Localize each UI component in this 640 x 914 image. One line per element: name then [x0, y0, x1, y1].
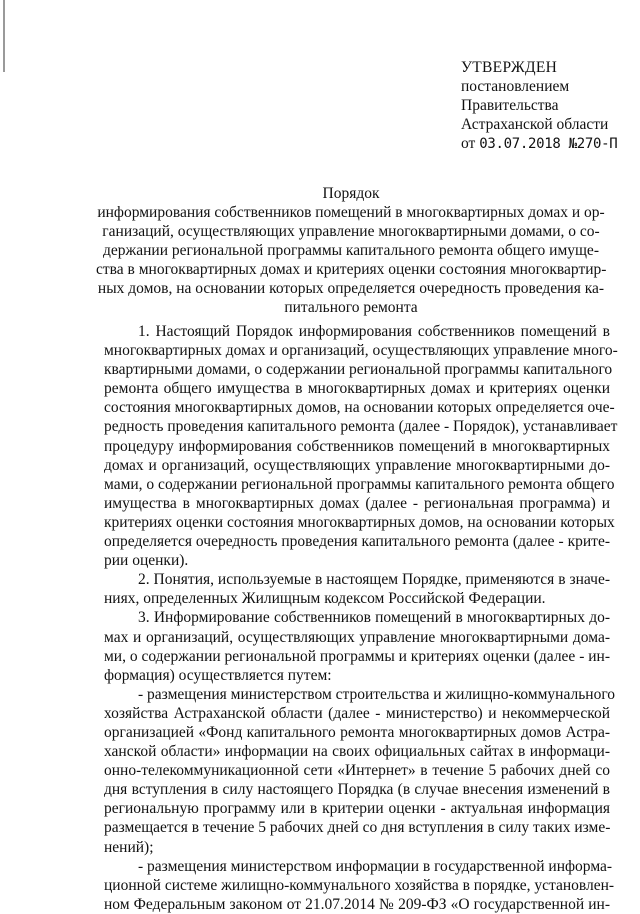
- text-line: ционной системе жилищно-коммунального хозяйства в порядке, установлен-: [104, 876, 615, 894]
- text-line: организацией «Фонд капитального ремонта многоквартирных домов Астра-: [104, 723, 610, 741]
- text-line: 3. Информирование собственников помещений в многоквартирных до-: [138, 609, 610, 627]
- text-line: ремонта общего имущества в многоквартирных домах и критериях оценки: [104, 380, 610, 398]
- text-line: ми, о содержании региональной программы и критериях оценки (далее - ин-: [104, 647, 610, 665]
- text-line: имущества в многоквартирных домах (далее - региональная программа) и: [104, 494, 610, 512]
- text-line: рии оценки).: [104, 552, 189, 570]
- paragraph-4: [104, 685, 616, 857]
- title-line: ных домов, на основании которых определяется очередность проведения ка-: [97, 280, 605, 297]
- text-line: онно-телекоммуникационной сети «Интернет» в течение 5 рабочих дней со: [104, 762, 610, 780]
- text-line: региональную программу или в критерии оценки - актуальная информация: [104, 800, 610, 818]
- document-body: [104, 322, 618, 914]
- text-line: 2. Понятия, используемые в настоящем Порядке, применяются в значе-: [138, 571, 610, 589]
- text-line: домах и организаций, осуществляющих управление многоквартирными до-: [104, 456, 610, 474]
- text-line: многоквартирных домах и организаций, осуществляющих управление много-: [104, 342, 618, 360]
- document-title: [96, 184, 606, 317]
- paragraph-1: [104, 322, 618, 570]
- approval-date-number: [461, 134, 617, 154]
- document-heading: Порядок: [322, 185, 380, 202]
- text-line: критериях оценки состояния многоквартирных домов, на основании которых: [104, 513, 615, 531]
- text-line: определяется очередность проведения капитального ремонта (далее - крите-: [104, 533, 610, 551]
- text-line: размещается в течение 5 рабочих дней со дня вступления в силу таких изме-: [104, 819, 611, 837]
- text-line: хозяйства Астраханской области (далее - министерство) и некоммерческой: [104, 704, 610, 722]
- scan-edge-mark: [3, 0, 5, 72]
- text-line: процедуру информирования собственников помещений в многоквартирных: [104, 437, 610, 455]
- approval-resolution-label: постановлением: [461, 78, 570, 95]
- text-line: нений);: [104, 838, 154, 856]
- title-line: ганизаций, осуществляющих управление многоквартирными домами, о со-: [102, 223, 600, 240]
- text-line: дня вступления в силу настоящего Порядка (в случае внесения изменений в: [104, 781, 610, 799]
- approval-date-typed: 03.07.2018 №270-П: [479, 136, 618, 152]
- text-line: мами, о содержании региональной программы капитального ремонта общего: [104, 475, 615, 493]
- text-line: квартирными домами, о содержании региональной программы капитального: [104, 361, 613, 379]
- title-line: питального ремонта: [284, 299, 418, 316]
- approval-date-prefix: от: [461, 135, 480, 152]
- approval-stamp: [461, 58, 617, 154]
- paragraph-2: [104, 570, 610, 608]
- text-line: ханской области» информации на своих официальных сайтах в информаци-: [104, 743, 610, 761]
- text-line: - размещения министерством строительства и жилищно-коммунального: [138, 685, 616, 703]
- approval-approved-label: УТВЕРЖДЕН: [461, 59, 558, 76]
- text-line: состояния многоквартирных домов, на основании которых определяется оче-: [104, 399, 615, 417]
- paragraph-5: [104, 857, 615, 914]
- text-line: ниях, определенных Жилищным кодексом Российской Федерации.: [104, 590, 546, 608]
- text-line: 1. Настоящий Порядок информирования собственников помещений в: [138, 323, 610, 340]
- text-line: - размещения министерством информации в государственной информа-: [138, 857, 613, 875]
- title-line: информирования собственников помещений в многоквартирных домах и ор-: [97, 204, 605, 221]
- title-line: держании региональной программы капитального ремонта общего имуще-: [103, 242, 599, 259]
- paragraph-3: [104, 608, 610, 684]
- text-line: мах и организаций, осуществляющих управление многоквартирными дома-: [104, 628, 610, 646]
- text-line: редность проведения капитального ремонта (далее - Порядок), устанавливает: [104, 418, 618, 436]
- text-line: формация) осуществляется путем:: [104, 666, 332, 684]
- approval-government-label: Правительства: [461, 97, 559, 114]
- title-line: ства в многоквартирных домах и критериях оценки состояния многоквартир-: [96, 261, 607, 278]
- text-line: ном Федеральным законом от 21.07.2014 № 209-ФЗ «О государственной ин-: [104, 895, 610, 913]
- approval-region-label: Астраханской области: [461, 116, 609, 133]
